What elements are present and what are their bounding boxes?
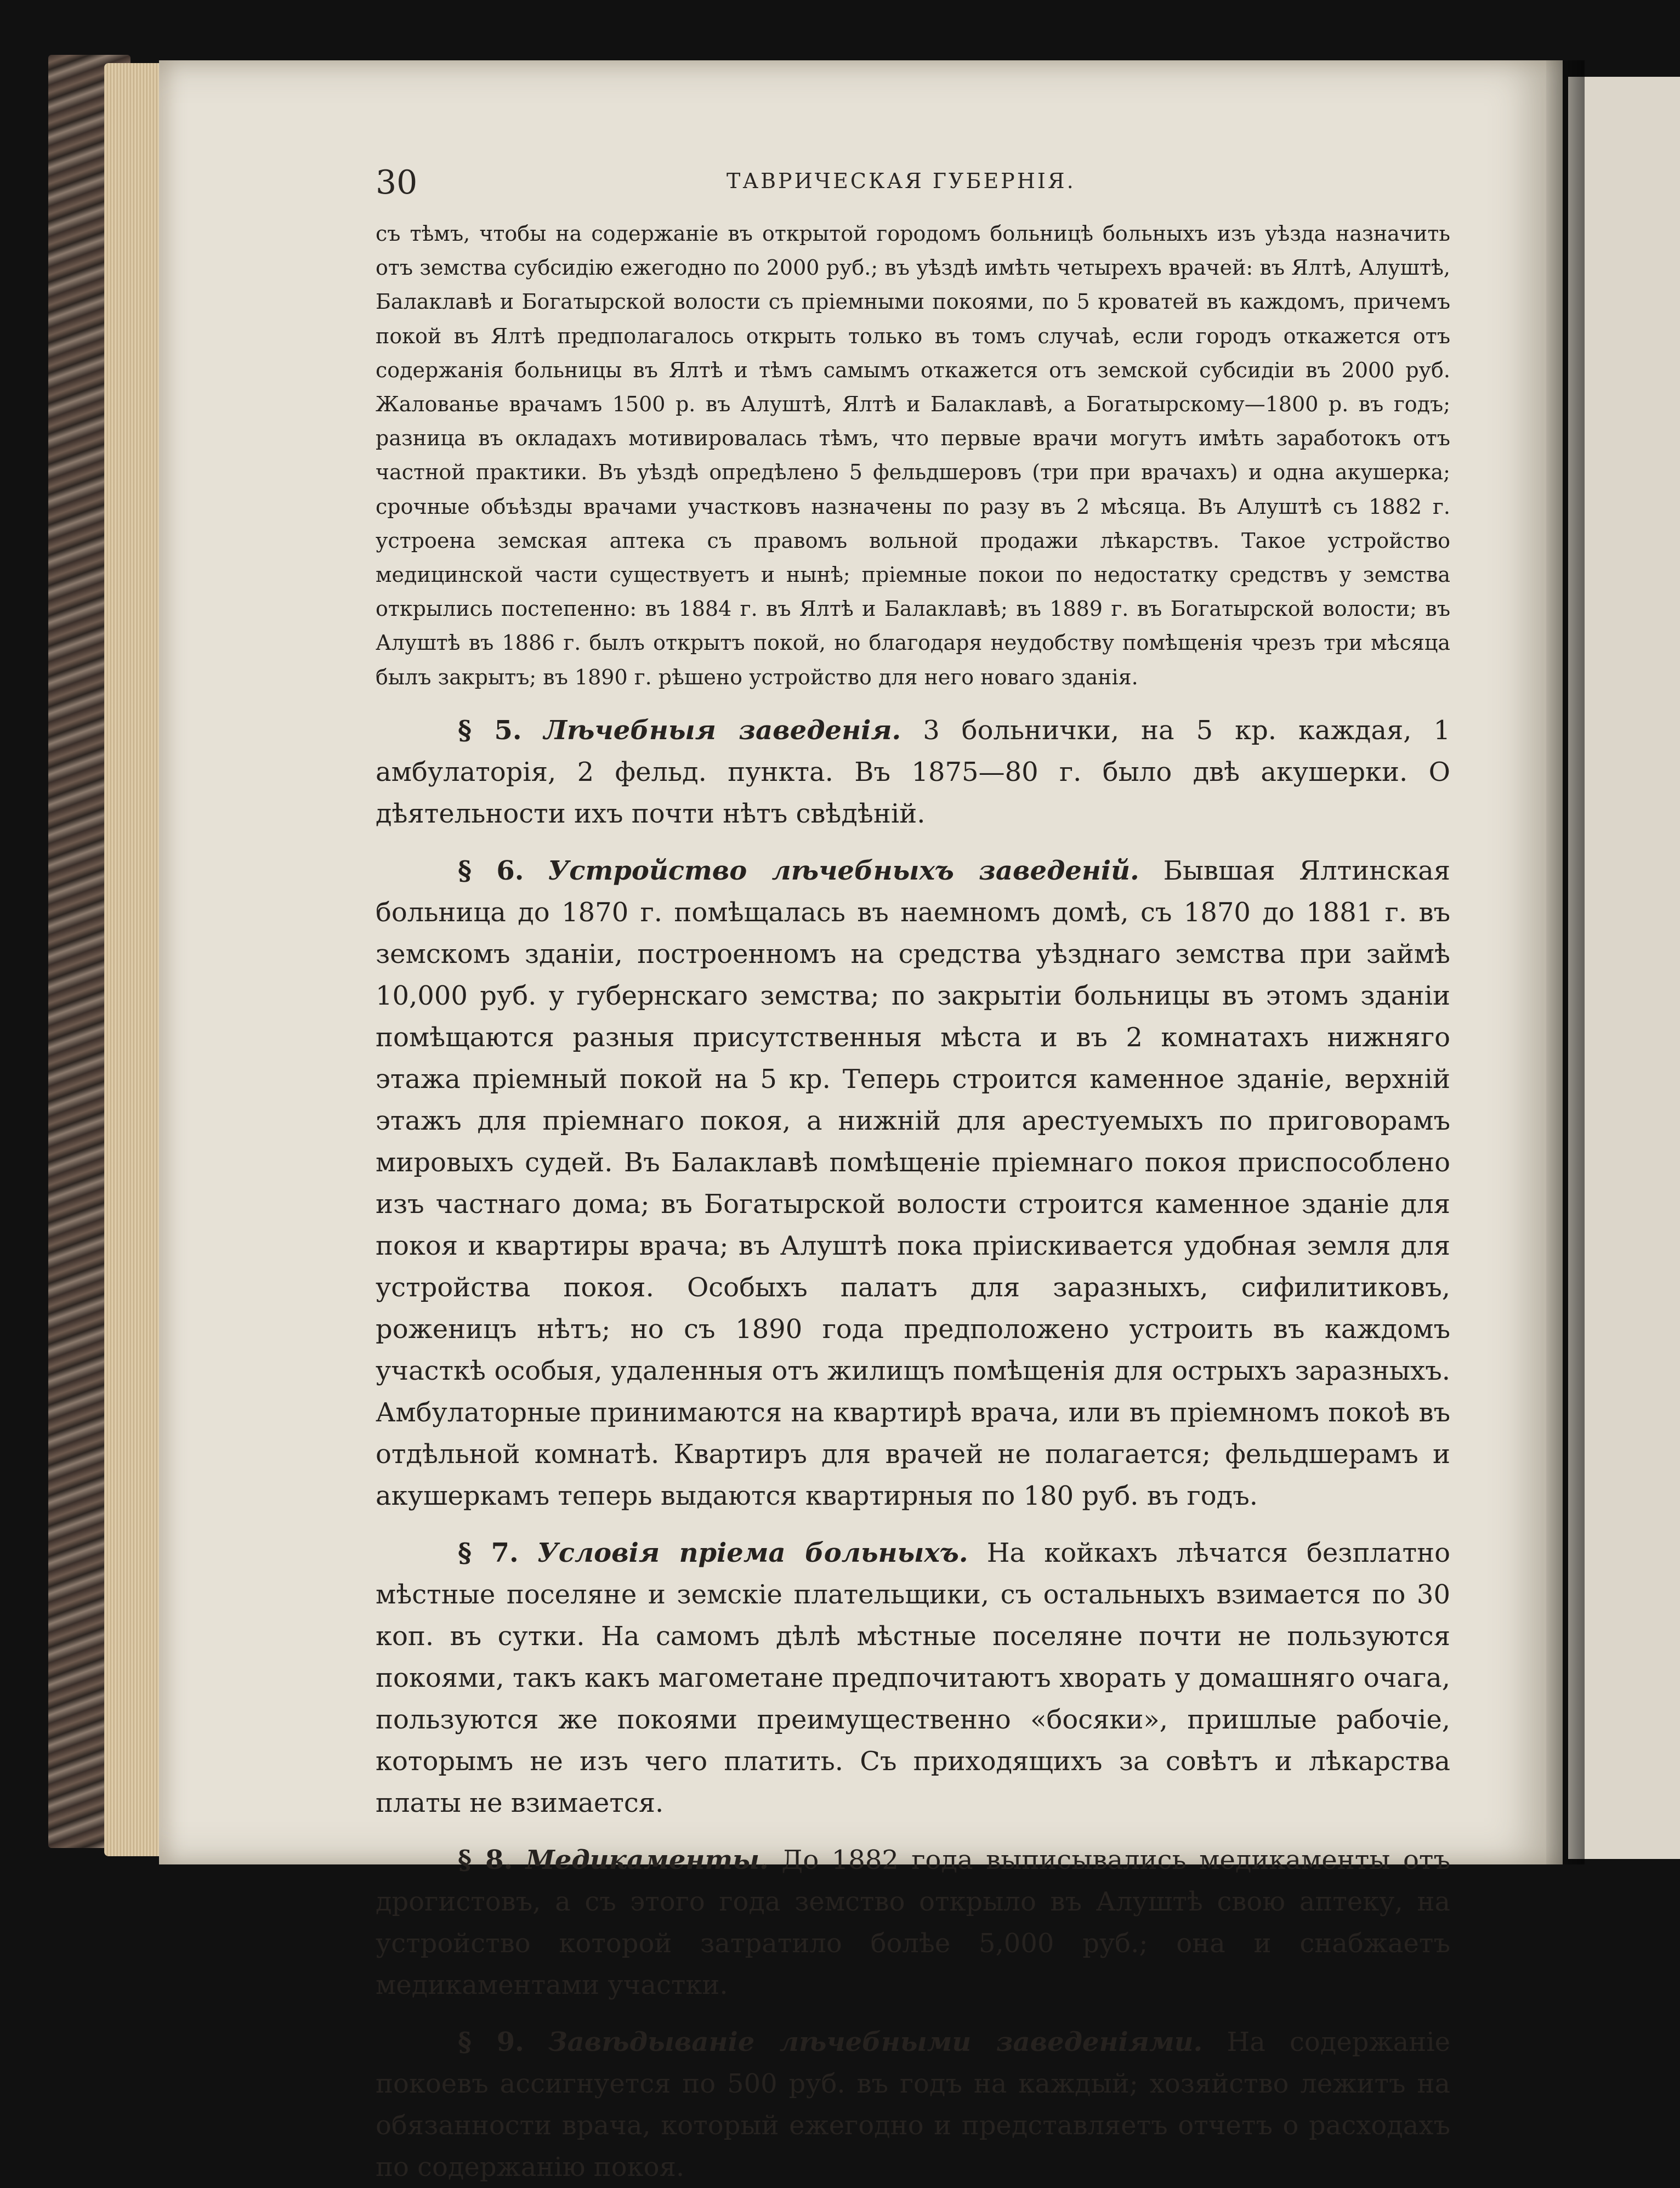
section-number: § 8.	[458, 1844, 513, 1875]
section-6	[376, 850, 1450, 1517]
section-7	[376, 1532, 1450, 1824]
page-number: 30	[376, 163, 418, 202]
section-text: 3 больнички, на 5 кр. каждая, 1 амбулаторія, 2 фельд. пункта. Въ 1875—80 г. было двѣ акушерки. О дѣятельности ихъ почти нѣтъ свѣдѣній.	[376, 715, 1450, 829]
section-text: Бывшая Ялтинская больница до 1870 г. помѣщалась въ наемномъ домѣ, съ 1870 до 1881 г. въ земскомъ зданіи, построенномъ на средства уѣзднаго земства при займѣ 10,000 руб. у губернскаго земства; по закрытіи больницы въ этомъ зданіи помѣщаются разныя присутственныя мѣста и въ 2 комнатахъ нижняго этажа пріемный покой на 5 кр. Теперь строится каменное зданіе, верхній этажъ для пріемнаго покоя, а нижній для арестуемыхъ по приговорамъ мировыхъ судей. Въ Балаклавѣ помѣщеніе пріемнаго покоя приспособлено изъ частнаго дома; въ Богатырской волости строится каменное зданіе для покоя и квартиры врача; въ Алуштѣ пока пріискивается удобная земля для устройства покоя. Особыхъ палатъ для заразныхъ, сифилитиковъ, роженицъ нѣтъ; но съ 1890 года предположено устроить въ каждомъ участкѣ особыя, удаленныя отъ жилищъ помѣщенія для острыхъ заразныхъ. Амбулаторные принимаются на квартирѣ врача, или въ пріемномъ покоѣ въ отдѣльной комнатѣ. Квартиръ для врачей не полагается; фельдшерамъ и акушеркамъ теперь выдаются квартирныя по 180 руб. въ годъ.	[376, 855, 1450, 1511]
page-header	[376, 163, 1450, 207]
section-number: § 5.	[458, 715, 522, 746]
section-title: Завѣдываніе лѣчебными заведеніями.	[548, 2026, 1203, 2057]
section-number: § 6.	[458, 855, 524, 886]
facing-page	[1568, 77, 1680, 1859]
section-text: До 1882 года выписывались медикаменты отъ дрогистовъ, а съ этого года земство открыло въ Алуштѣ свою аптеку, на устройство которой затратило болѣе 5,000 руб.; она и снабжаетъ медикаментами участки.	[376, 1844, 1451, 2000]
section-title: Медикаменты.	[525, 1844, 769, 1875]
intro-paragraph: съ тѣмъ, чтобы на содержаніе въ открытой городомъ больницѣ больныхъ изъ уѣзда назначить отъ земства субсидію ежегодно по 2000 руб.; въ уѣздѣ имѣть четырехъ врачей: въ Ялтѣ, Алуштѣ, Балаклавѣ и Богатырской волости съ пріемными покоями, по 5 кроватей въ каждомъ, причемъ покой въ Ялтѣ предполагалось открыть только въ томъ случаѣ, если городъ откажется отъ содержанія больницы въ Ялтѣ и тѣмъ самымъ откажется отъ земской субсидіи въ 2000 руб. Жалованье врачамъ 1500 р. въ Алуштѣ, Ялтѣ и Балаклавѣ, а Богатырскому—1800 р. въ годъ; разница въ окладахъ мотивировалась тѣмъ, что первые врачи могутъ имѣть заработокъ отъ частной практики. Въ уѣздѣ опредѣлено 5 фельдшеровъ (три при врачахъ) и одна акушерка; срочные объѣзды врачами участковъ назначены по разу въ 2 мѣсяца. Въ Алуштѣ съ 1882 г. устроена земская аптека съ правомъ вольной продажи лѣкарствъ. Такое устройство медицинской части существуетъ и нынѣ; пріемные покои по недостатку средствъ у земства открылись постепенно: въ 1884 г. въ Ялтѣ и Балаклавѣ; въ 1889 г. въ Богатырской волости; въ Алуштѣ въ 1886 г. былъ открытъ покой, но благодаря неудобству помѣщенія чрезъ три мѣсяца былъ закрытъ; въ 1890 г. рѣшено устройство для него новаго зданія.	[376, 222, 1450, 689]
section-9	[376, 2021, 1450, 2188]
section-title: Лѣчебныя заведенія.	[543, 715, 901, 746]
section-text: На койкахъ лѣчатся безплатно мѣстные поселяне и земскіе плательщики, съ остальныхъ взимается по 30 коп. въ сутки. На самомъ дѣлѣ мѣстные поселяне почти не пользуются покоями, такъ какъ магометане предпочитаютъ хворать у домашняго очага, пользуются же покоями преимущественно «босяки», пришлые рабочіе, которымъ не изъ чего платить. Съ приходящихъ за совѣтъ и лѣкарства платы не взимается.	[376, 1537, 1451, 1818]
section-8	[376, 1839, 1450, 2006]
page-body	[376, 217, 1450, 2188]
section-text: На содержаніе покоевъ ассигнуется по 500 руб. въ годъ на каждый; хозяйство лежитъ на обязанности врача, который ежегодно и представляетъ отчетъ о расходахъ по содержанію покоя.	[376, 2026, 1451, 2183]
gutter-shadow	[1546, 60, 1585, 1864]
section-title: Устройство лѣчебныхъ заведеній.	[548, 855, 1139, 886]
running-title: ТАВРИЧЕСКАЯ ГУБЕРНІЯ.	[727, 169, 1076, 193]
section-5	[376, 710, 1450, 835]
section-title: Условія пріема больныхъ.	[537, 1537, 968, 1568]
section-number: § 7.	[458, 1537, 519, 1568]
section-number: § 9.	[458, 2026, 524, 2057]
